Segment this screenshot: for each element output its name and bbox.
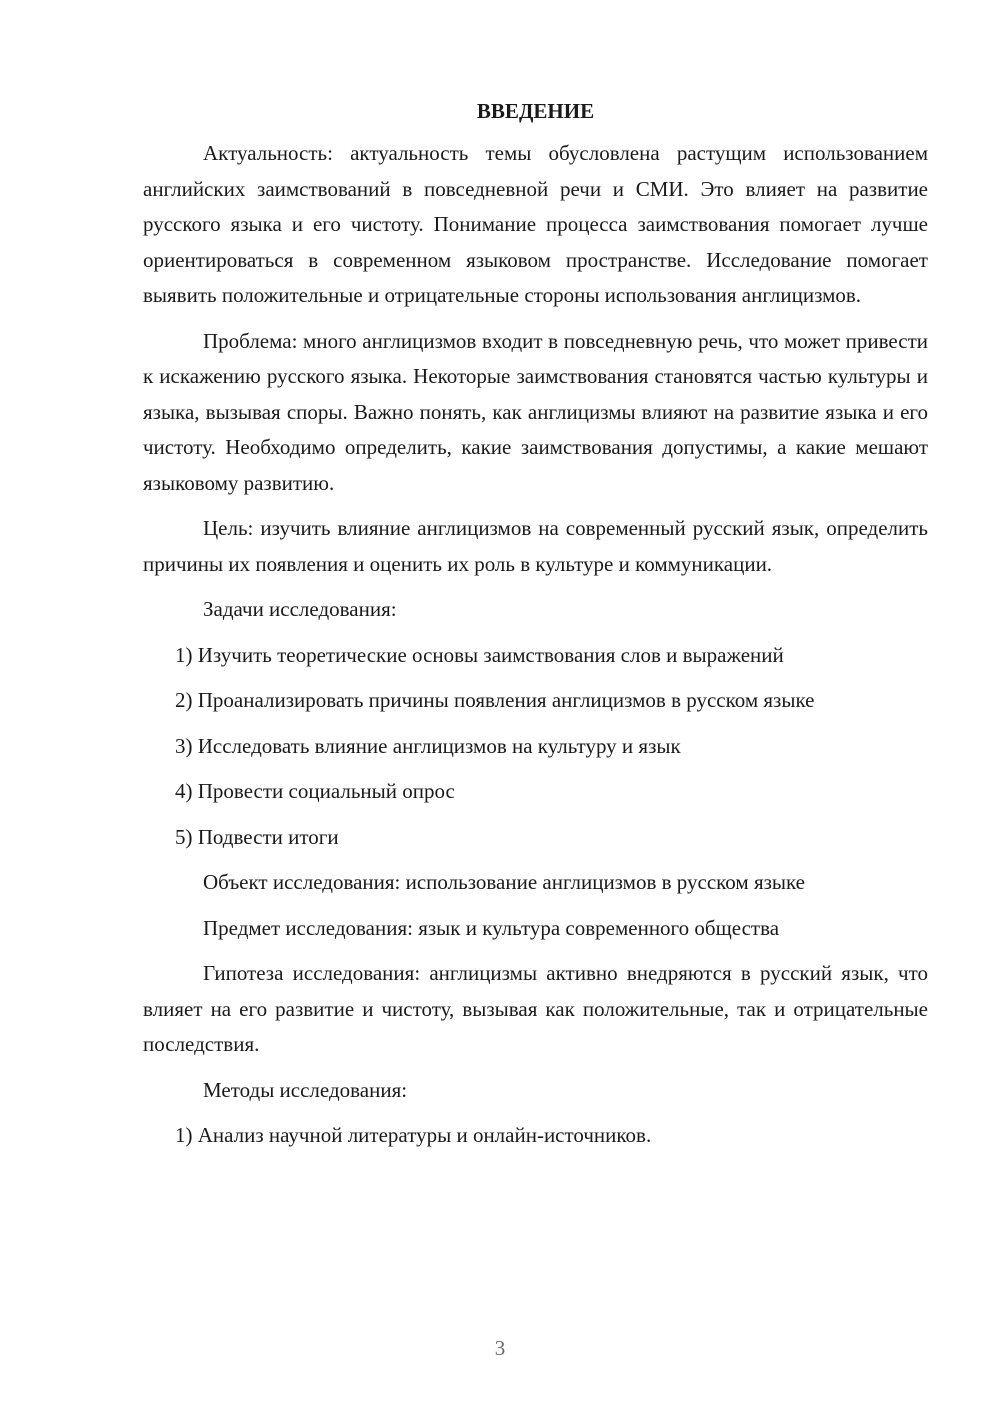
task-item-5: 5) Подвести итоги	[175, 824, 339, 849]
page-number: 3	[494, 1336, 506, 1360]
task-item-2: 2) Проанализировать причины появления англицизмов в русском языке	[175, 688, 815, 712]
page-content	[143, 96, 928, 1164]
task-item-4: 4) Провести социальный опрос	[175, 779, 455, 803]
goal-paragraph: Цель: изучить влияние англицизмов на современный русский язык, определить причины их появления и оценить их роль в культуре и коммуникации.	[143, 516, 928, 576]
task-item-1: 1) Изучить теоретические основы заимствования слов и выражений	[175, 642, 784, 667]
method-item-1: 1) Анализ научной литературы и онлайн-источников.	[175, 1123, 652, 1147]
object-paragraph: Объект исследования: использование англицизмов в русском языке	[203, 870, 806, 894]
problem-paragraph: Проблема: много англицизмов входит в повседневную речь, что может привести к искажению русского языка. Некоторые заимствования становятся частью культуры и языка, вызывая споры. Важно понять, как англицизмы влияют на развитие языка и его чистоту. Необходимо определить, какие заимствования допустимы, а какие мешают языковому развитию.	[143, 328, 928, 495]
tasks-title: Задачи исследования:	[203, 597, 397, 621]
task-item-3: 3) Исследовать влияние англицизмов на культуру и язык	[175, 733, 681, 758]
subject-paragraph: Предмет исследования: язык и культура современного общества	[203, 915, 780, 940]
methods-title: Методы исследования:	[203, 1077, 408, 1102]
hypothesis-paragraph: Гипотеза исследования: англицизмы активно внедряются в русский язык, что влияет на его развитие и чистоту, вызывая как положительные, так и отрицательные последствия.	[143, 961, 928, 1056]
relevance-paragraph: Актуальность: актуальность темы обусловлена растущим использованием английских заимствований в повседневной речи и СМИ. Это влияет на развитие русского языка и его чистоту. Понимание процесса заимствования помогает лучше ориентироваться в современном языковом пространстве. Исследование помогает выявить положительные и отрицательные стороны использования англицизмов.	[143, 141, 928, 307]
section-heading: ВВЕДЕНИЕ	[476, 99, 595, 123]
